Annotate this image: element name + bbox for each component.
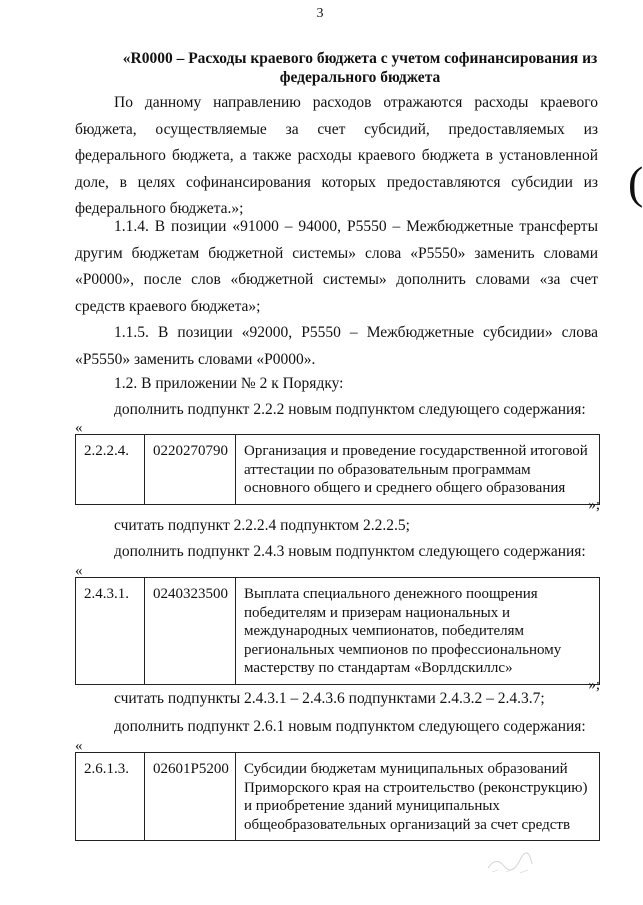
entry-code: 0240323500: [145, 578, 236, 685]
open-quote-3: «: [75, 738, 83, 754]
entry-number: 2.4.3.1.: [76, 578, 145, 685]
instruction-renumber-2-2-2-4: считать подпункт 2.2.2.4 подпунктом 2.2.2.5;: [114, 517, 410, 534]
entry-number: 2.2.2.4.: [76, 435, 145, 505]
paragraph-r0000-description: По данному направлению расходов отражаются расходы краевого бюджета, осуществляемые за счет субсидий, предоставляемых из федерального бюджета, а также расходы краевого бюджета в установленной доле, в целях софинансирования которых предоставляются субсидии из федерального бюджета.»;: [75, 94, 598, 217]
entry-code: 02601P5200: [145, 753, 236, 841]
paragraph-1-1-4: 1.1.4. В позиции «91000 – 94000, P5550 – Межбюджетные трансферты другим бюджетам бюджетной системы» слова «P5550» заменить словами «P0000», после слов «бюджетной системы» дополнить словами «за счет средств краевого бюджета»;: [75, 218, 598, 315]
faint-stamp-mark: [484, 848, 534, 876]
margin-bracket-mark: (: [628, 157, 643, 208]
heading-line-1: «R0000 – Расходы краевого бюджета с учетом софинансирования из: [122, 50, 598, 67]
entry-table-2-2-2-4: [75, 434, 600, 505]
section-heading: [100, 49, 620, 87]
entry-description: Организация и проведение государственной итоговой аттестации по образовательным программам основного общего и среднего общего образования: [236, 435, 600, 505]
entry-code: 0220270790: [145, 435, 236, 505]
close-quote-1: »;: [588, 497, 600, 513]
instruction-add-2-4-3: дополнить подпункт 2.4.3 новым подпунктом следующего содержания:: [114, 543, 586, 560]
paragraph-1-1-5: 1.1.5. В позиции «92000, P5550 – Межбюджетные субсидии» слова «P5550» заменить словами «P0000».: [75, 324, 598, 368]
heading-line-2: федерального бюджета: [279, 69, 441, 86]
entry-description: Субсидии бюджетам муниципальных образований Приморского края на строительство (реконструкцию) и приобретение зданий муниципальных общеобразовательных организаций за счет средств: [236, 753, 600, 841]
entry-table-2-6-1-3: [75, 752, 600, 841]
page-number: 3: [316, 6, 324, 21]
entry-table-2-4-3-1: [75, 577, 600, 685]
instruction-add-2-2-2: дополнить подпункт 2.2.2 новым подпунктом следующего содержания:: [114, 401, 586, 418]
paragraph-1-2: 1.2. В приложении № 2 к Порядку:: [114, 375, 344, 392]
entry-number: 2.6.1.3.: [76, 753, 145, 841]
open-quote-1: «: [75, 420, 83, 436]
table-row: [76, 753, 600, 841]
instruction-add-2-6-1: дополнить подпункт 2.6.1 новым подпунктом следующего содержания:: [114, 718, 586, 735]
open-quote-2: «: [75, 563, 83, 579]
entry-description: Выплата специального денежного поощрения победителям и призерам национальных и международных чемпионатов, победителям региональных чемпионов по профессиональному мастерству по стандартам «Ворлдскиллс»: [236, 578, 600, 685]
instruction-renumber-2-4-3: считать подпункты 2.4.3.1 – 2.4.3.6 подпунктами 2.4.3.2 – 2.4.3.7;: [114, 690, 545, 707]
close-quote-2: »;: [588, 677, 600, 693]
table-row: [76, 578, 600, 685]
table-row: [76, 435, 600, 505]
